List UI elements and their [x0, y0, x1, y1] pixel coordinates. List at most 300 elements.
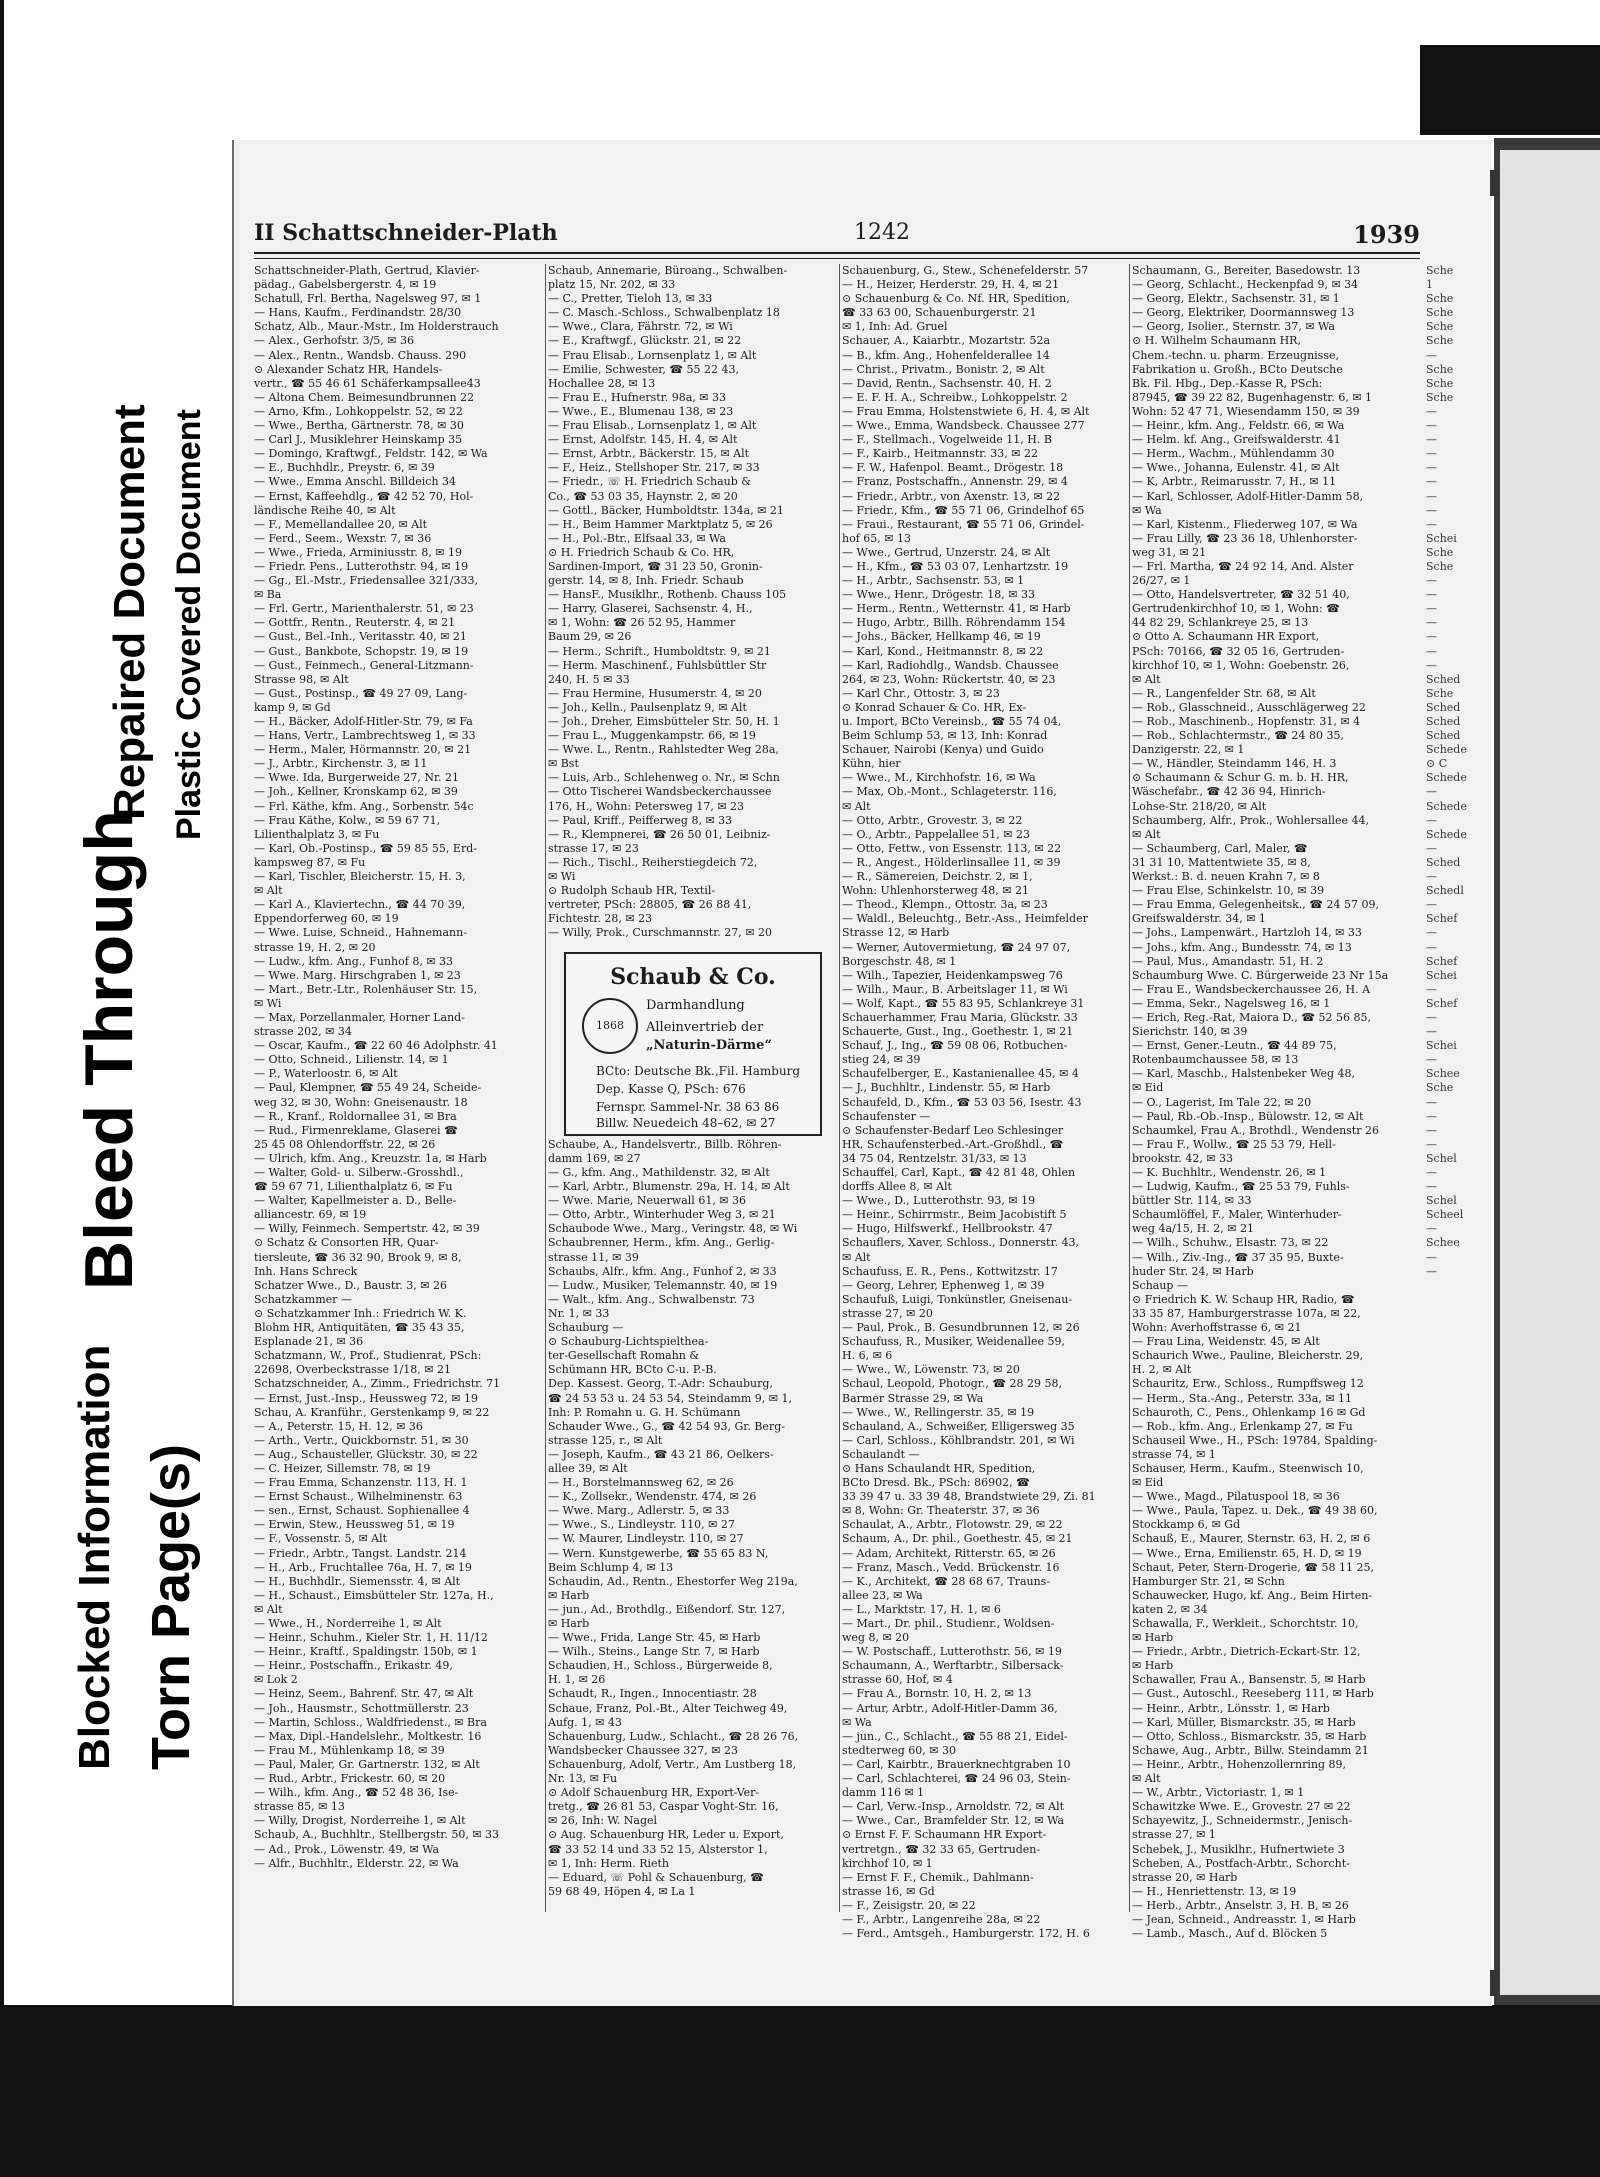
- directory-entry: — Herm., Maler, Hörmannstr. 20, ✉ 21: [254, 743, 472, 757]
- directory-entry: — Hans, Kaufm., Ferdinandstr. 28/30: [254, 306, 462, 320]
- binding-clip: [1490, 1970, 1498, 1996]
- adjacent-page-entry: —: [1426, 447, 1437, 461]
- directory-entry: — Karl, Kond., Heitmannstr. 8, ✉ 22: [842, 644, 1044, 658]
- directory-entry: ☎ 33 63 00, Schauenburgerstr. 21: [842, 306, 1037, 320]
- directory-entry: Beim Schlump 4, ✉ 13: [548, 1560, 674, 1574]
- directory-entry: — Wilh., Maur., B. Arbeitslager 11, ✉ Wi: [842, 982, 1068, 996]
- directory-entry: — Gust., Bankbote, Schopstr. 19, ✉ 19: [254, 644, 469, 658]
- directory-entry: — Ludwig, Kaufm., ☎ 25 53 79, Fuhls-: [1132, 1180, 1350, 1194]
- directory-entry: — Paul, Kriff., Peifferweg 8, ✉ 33: [548, 813, 733, 827]
- directory-entry: Wohn: 52 47 71, Wiesendamm 150, ✉ 39: [1132, 404, 1360, 418]
- directory-entry: — Herb., Arbtr., Anselstr. 3, H. B, ✉ 26: [1132, 1898, 1349, 1912]
- adjacent-page-entry: Schedl: [1426, 884, 1464, 898]
- directory-entry: — Gust., Feinmech., General-Litzmann-: [254, 658, 474, 672]
- directory-entry: Beim Schlump 53, ✉ 13, Inh: Konrad: [842, 729, 1048, 743]
- ad-line: Billw. Neuedeich 48–62, ✉ 27: [596, 1116, 776, 1130]
- directory-entry: Barmer Strasse 29, ✉ Wa: [842, 1391, 984, 1405]
- directory-entry: — Max, Porzellanmaler, Horner Land-: [254, 1010, 465, 1024]
- directory-entry: 33 35 87, Hamburgerstrasse 107a, ✉ 22,: [1132, 1306, 1361, 1320]
- column-divider: [545, 264, 546, 1912]
- directory-entry: Schaubode Wwe., Marg., Veringstr. 48, ✉ Wi: [548, 1222, 798, 1236]
- adjacent-page-entry: —: [1426, 433, 1437, 447]
- directory-entry: — Hans, Vertr., Lambrechtsweg 1, ✉ 33: [254, 729, 476, 743]
- adjacent-page-entry: —: [1426, 1180, 1437, 1194]
- directory-entry: Schauer, Nairobi (Kenya) und Guido: [842, 743, 1044, 757]
- directory-entry: — Johs., Bäcker, Hellkamp 46, ✉ 19: [842, 630, 1041, 644]
- directory-entry: Schaub, A., Buchhltr., Stellbergstr. 50, ✉ 33: [254, 1828, 500, 1842]
- directory-entry: — Karl, Arbtr., Blumenstr. 29a, H. 14, ✉ Alt: [548, 1180, 790, 1194]
- directory-entry: — A., Peterstr. 15, H. 12, ✉ 36: [254, 1419, 423, 1433]
- directory-entry: — Otto, Schneid., Lilienstr. 14, ✉ 1: [254, 1053, 449, 1067]
- adjacent-page-entry: —: [1426, 588, 1437, 602]
- condition-labels: [0, 150, 230, 1950]
- directory-entry: — Alex., Gerhofstr. 3/5, ✉ 36: [254, 334, 415, 348]
- directory-entry: strasse 17, ✉ 23: [548, 841, 639, 855]
- directory-entry: tiersleute, ☎ 36 32 90, Brook 9, ✉ 8,: [254, 1250, 462, 1264]
- directory-entry: stedterweg 60, ✉ 30: [842, 1743, 956, 1757]
- directory-entry: ☎ 33 52 14 und 33 52 15, Alsterstor 1,: [548, 1842, 768, 1856]
- directory-entry: strasse 19, H. 2, ✉ 20: [254, 940, 376, 954]
- directory-entry: — Karl, Maschb., Halstenbeker Weg 48,: [1132, 1067, 1356, 1081]
- directory-entry: — H., Kfm., ☎ 53 03 07, Lenhartzstr. 19: [842, 559, 1069, 573]
- directory-entry: — F., Heiz., Stellshoper Str. 217, ✉ 33: [548, 461, 760, 475]
- column-3: [842, 264, 1126, 1941]
- page-header: [254, 220, 1420, 250]
- directory-entry: — Heinr., Kraftf., Spaldingstr. 150b, ✉ 1: [254, 1645, 478, 1659]
- label-torn-pages: Torn Page(s): [141, 1443, 201, 1770]
- directory-entry: — Rob., Glasschneid., Ausschlägerweg 22: [1132, 700, 1366, 714]
- directory-entry: — Johs., Lampenwärt., Hartzloh 14, ✉ 33: [1132, 926, 1362, 940]
- directory-entry: ✉ Harb: [548, 1617, 590, 1630]
- directory-entry: strasse 16, ✉ Gd: [842, 1884, 935, 1898]
- adjacent-page-entry: Scheel: [1426, 1208, 1464, 1222]
- directory-entry: — Frl. Gertr., Marienthalerstr. 51, ✉ 23: [254, 602, 474, 616]
- directory-entry: Schauflers, Xaver, Schloss., Donnerstr. 43,: [842, 1236, 1080, 1250]
- adjacent-page-entry: —: [1426, 630, 1437, 644]
- directory-entry: — Ernst, Just.-Insp., Heussweg 72, ✉ 19: [254, 1391, 478, 1405]
- directory-entry: — Carl, Schlachterei, ☎ 24 96 03, Stein-: [842, 1772, 1071, 1786]
- directory-entry: — Paul, Maler, Gr. Gartnerstr. 132, ✉ Alt: [254, 1757, 480, 1771]
- directory-entry: ⊙ Ernst F. F. Schaumann HR Export-: [842, 1828, 1047, 1842]
- directory-entry: katen 2, ✉ 34: [1132, 1602, 1208, 1616]
- adjacent-page-entry: —: [1426, 574, 1437, 588]
- directory-entry: — Heinr., Arbtr., Hohenzollernring 89,: [1132, 1757, 1347, 1771]
- directory-entry: ⊙ Aug. Schauenburg HR, Leder u. Export,: [548, 1828, 784, 1842]
- directory-entry: Kühn, hier: [842, 757, 901, 771]
- directory-entry: ✉ Ba: [254, 588, 282, 602]
- directory-entry: Schatzschneider, A., Zimm., Friedrichstr. 71: [254, 1377, 501, 1391]
- directory-entry: — Wwe., Car., Bramfelder Str. 12, ✉ Wa: [842, 1814, 1065, 1828]
- directory-entry: — Ulrich, kfm. Ang., Kreuzstr. 1a, ✉ Harb: [254, 1151, 487, 1165]
- directory-entry: — Johs., kfm. Ang., Bundesstr. 74, ✉ 13: [1132, 940, 1352, 954]
- directory-entry: ✉ Alt: [842, 1250, 871, 1264]
- directory-entry: — F., Kairb., Heitmannstr. 33, ✉ 22: [842, 447, 1038, 461]
- adjacent-page-entry: —: [1426, 1123, 1437, 1137]
- directory-entry: strasse 202, ✉ 34: [254, 1025, 352, 1039]
- directory-entry: ⊙ Schauenburg & Co. Nf. HR, Spedition,: [842, 292, 1070, 306]
- directory-entry: Schaum, A., Dr. phil., Goethestr. 45, ✉ 21: [842, 1532, 1073, 1546]
- directory-entry: — Friedr., Arbtr., Tangst. Landstr. 214: [254, 1546, 467, 1560]
- directory-entry: Fabrikation u. Großh., BCto Deutsche: [1132, 362, 1343, 376]
- directory-entry: ländische Reihe 40, ✉ Alt: [254, 503, 396, 517]
- directory-entry: Inh: P. Romahn u. G. H. Schümann: [548, 1405, 741, 1419]
- adjacent-page-entry: Sched: [1426, 729, 1461, 743]
- directory-entry: — Paul, Mus., Amandastr. 51, H. 2: [1132, 954, 1324, 968]
- directory-entry: — Altona Chem. Beimesundbrunnen 22: [254, 390, 475, 404]
- adjacent-page-text: [1426, 264, 1488, 1914]
- directory-entry: — Alex., Rentn., Wandsb. Chauss. 290: [254, 348, 467, 362]
- directory-entry: ✉ 8, Wohn: Gr. Theaterstr. 37, ✉ 36: [842, 1504, 1040, 1518]
- directory-entry: — Frau Käthe, Kolw., ✉ 59 67 71,: [254, 813, 441, 827]
- directory-entry: — O., Arbtr., Pappelallee 51, ✉ 23: [842, 827, 1030, 841]
- directory-entry: — Heinz, Seem., Bahrenf. Str. 47, ✉ Alt: [254, 1687, 474, 1701]
- directory-entry: — H., Heizer, Herderstr. 29, H. 4, ✉ 21: [842, 278, 1060, 292]
- directory-entry: — Wwe., S., Lindleystr. 110, ✉ 27: [548, 1518, 735, 1532]
- column-1: [254, 264, 542, 1914]
- directory-entry: Baum 29, ✉ 26: [548, 630, 632, 644]
- column-divider: [1129, 264, 1130, 1912]
- directory-entry: — Gust., Postinsp., ☎ 49 27 09, Lang-: [254, 686, 468, 700]
- directory-entry: — Helm. kf. Ang., Greifswalderstr. 41: [1132, 433, 1341, 447]
- directory-entry: — H., Schaust., Eimsbütteler Str. 127a, H.,: [254, 1588, 494, 1602]
- directory-entry: — Joh., Kelln., Paulsenplatz 9, ✉ Alt: [548, 700, 747, 714]
- directory-entry: brookstr. 42, ✉ 33: [1132, 1151, 1234, 1165]
- directory-entry: — R., Klempnerei, ☎ 26 50 01, Leibniz-: [548, 827, 771, 841]
- directory-entry: 33 39 47 u. 33 39 48, Brandstwiete 29, Zi. 81: [842, 1490, 1096, 1504]
- column-divider: [839, 264, 840, 1912]
- directory-entry: Dep. Kassest. Georg, T.-Adr: Schauburg,: [548, 1377, 773, 1391]
- directory-entry: ⊙ Rudolph Schaub HR, Textil-: [548, 884, 716, 898]
- directory-entry: ⊙ Alexander Schatz HR, Handels-: [254, 362, 443, 376]
- directory-entry: pädag., Gabelsbergerstr. 4, ✉ 19: [254, 278, 437, 292]
- directory-entry: Schaudt, R., Ingen., Innocentiastr. 28: [548, 1687, 757, 1701]
- directory-entry: — E. F. H. A., Schreibw., Lohkoppelstr. 2: [842, 390, 1068, 404]
- directory-entry: Schaub, Annemarie, Büroang., Schwalben-: [548, 264, 788, 277]
- directory-entry: — Mart., Dr. phil., Studienr., Woldsen-: [842, 1617, 1055, 1630]
- directory-entry: — Otto, Arbtr., Winterhuder Weg 3, ✉ 21: [548, 1208, 776, 1222]
- directory-entry: — H., Pol.-Btr., Elfsaal 33, ✉ Wa: [548, 531, 726, 545]
- directory-entry: — Ludw., kfm. Ang., Funhof 8, ✉ 33: [254, 954, 454, 968]
- directory-entry: — Karl, Tischler, Bleicherstr. 15, H. 3,: [254, 870, 466, 884]
- directory-entry: ✉ Harb: [548, 1588, 590, 1602]
- directory-entry: Co., ☎ 53 03 35, Haynstr. 2, ✉ 20: [548, 489, 738, 503]
- directory-entry: — Frau Lina, Weidenstr. 45, ✉ Alt: [1132, 1335, 1320, 1349]
- directory-entry: Schauser, Herm., Kaufm., Steenwisch 10,: [1132, 1461, 1364, 1475]
- directory-entry: — J., Arbtr., Kirchenstr. 3, ✉ 11: [254, 757, 428, 771]
- directory-entry: Schauenburg, G., Stew., Schenefelderstr. 57: [842, 264, 1089, 277]
- directory-entry: — Frau F., Wollw., ☎ 25 53 79, Hell-: [1132, 1137, 1336, 1151]
- directory-entry: Hochallee 28, ✉ 13: [548, 376, 656, 390]
- directory-entry: — F., Zeisigstr. 20, ✉ 22: [842, 1898, 976, 1912]
- directory-entry: — Otto, Schloss., Bismarckstr. 35, ✉ Harb: [1132, 1729, 1367, 1743]
- adjacent-page-entry: Schede: [1426, 799, 1467, 813]
- directory-entry: — Wwe., Paula, Tapez. u. Dek., ☎ 49 38 60,: [1132, 1504, 1378, 1518]
- directory-entry: — H., Borstelmannsweg 62, ✉ 26: [548, 1476, 734, 1490]
- directory-entry: — O., Lagerist, Im Tale 22, ✉ 20: [1132, 1095, 1312, 1109]
- adjacent-page-entry: Sche: [1426, 334, 1454, 348]
- directory-entry: — Gottl., Bäcker, Humboldtstr. 134a, ✉ 21: [548, 503, 784, 517]
- directory-entry: tretg., ☎ 26 81 53, Caspar Voght-Str. 16,: [548, 1800, 779, 1814]
- directory-entry: — Wilh., Ziv.-Ing., ☎ 37 35 95, Buxte-: [1132, 1250, 1344, 1264]
- directory-entry: — Wilh., Tapezier, Heidenkampsweg 76: [842, 968, 1063, 982]
- directory-entry: — Rich., Tischl., Reiherstiegdeich 72,: [548, 855, 758, 869]
- directory-entry: — G., kfm. Ang., Mathildenstr. 32, ✉ Alt: [548, 1166, 770, 1179]
- directory-entry: Schauerhammer, Frau Maria, Glückstr. 33: [842, 1010, 1078, 1024]
- directory-entry: strasse 60, Hof, ✉ 4: [842, 1673, 953, 1687]
- directory-entry: 59 68 49, Höpen 4, ✉ La 1: [548, 1884, 696, 1898]
- adjacent-page-entry: Schei: [1426, 1039, 1457, 1053]
- directory-entry: — Gottfr., Rentn., Reuterstr. 4, ✉ 21: [254, 616, 456, 630]
- directory-entry: Schatull, Frl. Bertha, Nagelsweg 97, ✉ 1: [254, 292, 482, 306]
- directory-entry: — Schaumberg, Carl, Maler, ☎: [1132, 841, 1308, 855]
- directory-entry: Schauwecker, Hugo, kf. Ang., Beim Hirten-: [1132, 1588, 1373, 1602]
- adjacent-page-entry: —: [1426, 1250, 1437, 1264]
- ad-line: Alleinvertrieb der: [646, 1020, 764, 1035]
- directory-entry: — Georg, Schlacht., Heckenpfad 9, ✉ 34: [1132, 278, 1359, 292]
- directory-entry: — Wwe. Marie, Neuerwall 61, ✉ 36: [548, 1194, 747, 1208]
- directory-entry: ✉ Alt: [842, 799, 871, 813]
- advertisement-box: [564, 952, 822, 1136]
- directory-entry: 176, H., Wohn: Petersweg 17, ✉ 23: [548, 799, 745, 813]
- directory-entry: — L., Marktstr. 17, H. 1, ✉ 6: [842, 1602, 1001, 1616]
- label-plastic-covered: Plastic Covered Document: [170, 409, 208, 840]
- adjacent-page-entry: —: [1426, 1109, 1437, 1123]
- directory-entry: — Domingo, Kraftwgf., Feldstr. 142, ✉ Wa: [254, 447, 488, 461]
- directory-entry: ✉ Eid: [1132, 1476, 1164, 1490]
- directory-entry: ⊙ Schaumann & Schur G. m. b. H. HR,: [1132, 771, 1349, 785]
- adjacent-page: [1500, 150, 1600, 1995]
- directory-entry: Schaufenster —: [842, 1109, 931, 1123]
- directory-entry: — Frau Elisab., Lornsenplatz 1, ✉ Alt: [548, 419, 757, 433]
- adjacent-page-entry: —: [1426, 348, 1437, 362]
- directory-entry: Fichtestr. 28, ✉ 23: [548, 912, 653, 926]
- directory-entry: — Wwe., M., Kirchhofstr. 16, ✉ Wa: [842, 771, 1036, 785]
- directory-entry: — Max, Dipl.-Handelslehr., Moltkestr. 16: [254, 1729, 482, 1743]
- directory-entry: — F., Stellmach., Vogelweide 11, H. B: [842, 433, 1052, 447]
- directory-entry: vertreter, PSch: 28805, ☎ 26 88 41,: [548, 898, 752, 912]
- directory-entry: — Wwe., Henr., Drögestr. 18, ✉ 33: [842, 588, 1036, 602]
- directory-entry: ⊙ Schauburg-Lichtspielthea-: [548, 1335, 709, 1349]
- directory-entry: — F., Memellandallee 20, ✉ Alt: [254, 517, 428, 531]
- directory-entry: — B., kfm. Ang., Hohenfelderallee 14: [842, 348, 1050, 362]
- directory-entry: — Ferd., Seem., Wexstr. 7, ✉ 36: [254, 531, 432, 545]
- directory-entry: — Eduard, ☏ Pohl & Schauenburg, ☎: [548, 1870, 764, 1884]
- directory-entry: Schatzkammer —: [254, 1292, 352, 1306]
- directory-entry: ✉ Alt: [1132, 672, 1161, 686]
- directory-entry: — Georg, Isolier., Sternstr. 37, ✉ Wa: [1132, 320, 1335, 334]
- directory-entry: — Joh., Hausmstr., Schottmüllerstr. 23: [254, 1701, 469, 1715]
- scan-shadow-top: [1420, 45, 1600, 135]
- directory-entry: — Frau Emma, Gelegenheitsk., ☎ 24 57 09,: [1132, 898, 1379, 912]
- directory-entry: huder Str. 24, ✉ Harb: [1132, 1264, 1254, 1278]
- directory-entry: — Frl. Martha, ☎ 24 92 14, And. Alster: [1132, 559, 1354, 573]
- directory-entry: Schauffel, Carl, Kapt., ☎ 42 81 48, Ohlen: [842, 1166, 1076, 1179]
- directory-entry: ✉ Bst: [548, 757, 579, 771]
- directory-entry: ✉ Wi: [548, 870, 576, 884]
- directory-entry: — Frau E., Hufnerstr. 98a, ✉ 33: [548, 390, 727, 404]
- ad-line: Fernspr. Sammel-Nr. 38 63 86: [596, 1100, 780, 1114]
- directory-entry: — Karl, Müller, Bismarckstr. 35, ✉ Harb: [1132, 1715, 1356, 1729]
- directory-entry: vertr., ☎ 55 46 61 Schäferkampsallee43: [254, 376, 481, 390]
- directory-entry: — Martin, Schloss., Waldfriedenst., ✉ Bra: [254, 1715, 487, 1729]
- directory-entry: — Fraui., Restaurant, ☎ 55 71 06, Grindel-: [842, 517, 1085, 531]
- adjacent-page-entry: —: [1426, 1095, 1437, 1109]
- directory-entry: strasse 85, ✉ 13: [254, 1800, 345, 1814]
- directory-entry: Schaufuss, E. R., Pens., Kottwitzstr. 17: [842, 1264, 1058, 1278]
- directory-entry: — Frau A., Bornstr. 10, H. 2, ✉ 13: [842, 1687, 1032, 1701]
- directory-entry: — Wwe., W., Rellingerstr. 35, ✉ 19: [842, 1405, 1035, 1419]
- directory-entry: — K, Arbtr., Reimarusstr. 7, H., ✉ 11: [1132, 475, 1337, 489]
- adjacent-page-entry: Schei: [1426, 531, 1457, 545]
- directory-entry: Schaufeld, D., Kfm., ☎ 53 03 56, Isestr. 43: [842, 1095, 1082, 1109]
- directory-entry: ✉ 26, Inh: W. Nagel: [548, 1814, 658, 1828]
- directory-entry: — Carl J., Musiklehrer Heinskamp 35: [254, 433, 463, 447]
- directory-entry: ⊙ Hans Schaulandt HR, Spedition,: [842, 1461, 1036, 1475]
- directory-entry: Schaube, A., Handelsvertr., Billb. Röhren-: [548, 1137, 782, 1151]
- directory-entry: — Wwe., D., Lutterothstr. 93, ✉ 19: [842, 1194, 1036, 1208]
- adjacent-page-entry: Sche: [1426, 545, 1454, 559]
- adjacent-page-entry: Schee: [1426, 1067, 1460, 1081]
- directory-entry: — Otto Tischerei Wandsbeckerchaussee: [548, 785, 772, 799]
- directory-entry: — Waldl., Beleuchtg., Betr.-Ass., Heimfelder: [842, 912, 1088, 926]
- directory-entry: ⊙ Schatz & Consorten HR, Quar-: [254, 1236, 439, 1250]
- directory-entry: — R., Angest., Hölderlinsallee 11, ✉ 39: [842, 855, 1061, 869]
- directory-entry: ⊙ Schatzkammer Inh.: Friedrich W. K.: [254, 1306, 467, 1320]
- adjacent-page-entry: —: [1426, 1053, 1437, 1067]
- directory-year: 1939: [1353, 220, 1420, 249]
- directory-entry: — Ernst, Adolfstr. 145, H. 4, ✉ Alt: [548, 433, 738, 447]
- adjacent-page-entry: Sche: [1426, 390, 1454, 404]
- directory-entry: — Wilh., kfm. Ang., ☎ 52 48 36, Ise-: [254, 1786, 459, 1800]
- directory-entry: Wäschefabr., ☎ 42 36 94, Hinrich-: [1132, 785, 1326, 799]
- directory-entry: — Frau Else, Schinkelstr. 10, ✉ 39: [1132, 884, 1325, 898]
- directory-entry: Schawalla, F., Werkleit., Schorchtstr. 10,: [1132, 1617, 1359, 1630]
- directory-entry: — Wwe. Ida, Burgerweide 27, Nr. 21: [254, 771, 460, 785]
- directory-entry: Schaumann, G., Bereiter, Basedowstr. 13: [1132, 264, 1361, 277]
- adjacent-page-entry: Schede: [1426, 827, 1467, 841]
- adjacent-page-entry: —: [1426, 926, 1437, 940]
- directory-entry: — Karl A., Klaviertechn., ☎ 44 70 39,: [254, 898, 466, 912]
- directory-entry: Schaumann, A., Werftarbtr., Silbersack-: [842, 1659, 1064, 1673]
- directory-entry: ☎ 24 53 53 u. 24 53 54, Steindamm 9, ✉ 1,: [548, 1391, 792, 1405]
- directory-entry: Bk. Fil. Hbg., Dep.-Kasse R, PSch:: [1132, 376, 1323, 390]
- adjacent-page-entry: —: [1426, 517, 1437, 531]
- directory-entry: H. 6, ✉ 6: [842, 1349, 893, 1363]
- directory-entry: Schatzer Wwe., D., Baustr. 3, ✉ 26: [254, 1278, 447, 1292]
- directory-entry: 22698, Overbeckstrasse 1/18, ✉ 21: [254, 1363, 451, 1377]
- directory-entry: — Ernst Schaust., Wilhelminenstr. 63: [254, 1490, 463, 1504]
- directory-entry: Sierichstr. 140, ✉ 39: [1132, 1025, 1248, 1039]
- directory-entry: ⊙ Friedrich K. W. Schaup HR, Radio, ☎: [1132, 1292, 1355, 1306]
- directory-entry: — Werner, Autovermietung, ☎ 24 97 07,: [842, 940, 1071, 954]
- directory-entry: Schauer, A., Kaiarbtr., Mozartstr. 52a: [842, 334, 1051, 348]
- directory-entry: — Mart., Betr.-Ltr., Rolenhäuser Str. 15,: [254, 982, 478, 996]
- directory-entry: Schauroth, C., Pens., Ohlenkamp 16 ✉ Gd: [1132, 1405, 1366, 1419]
- directory-entry: Scheben, A., Postfach-Arbtr., Schorcht-: [1132, 1856, 1350, 1870]
- directory-entry: Schaut, Peter, Stern-Drogerie, ☎ 58 11 25,: [1132, 1560, 1374, 1574]
- directory-entry: 87945, ☎ 39 22 82, Bugenhagenstr. 6, ✉ 1: [1132, 390, 1373, 404]
- directory-entry: Schayewitz, J., Schneidermstr., Jenisch-: [1132, 1814, 1353, 1828]
- directory-entry: — Walter, Gold- u. Silberw.-Grosshdl.,: [254, 1166, 464, 1179]
- directory-entry: — Oscar, Kaufm., ☎ 22 60 46 Adolphstr. 41: [254, 1039, 498, 1053]
- adjacent-page-entry: —: [1426, 658, 1437, 672]
- directory-entry: Schaumberg, Alfr., Prok., Wohlersallee 44,: [1132, 813, 1370, 827]
- adjacent-page-entry: Schef: [1426, 954, 1458, 968]
- directory-entry: Esplanade 21, ✉ 36: [254, 1335, 364, 1349]
- directory-entry: — Heinr., kfm. Ang., Feldstr. 66, ✉ Wa: [1132, 419, 1345, 433]
- directory-entry: — Ernst, Kaffeehdlg., ☎ 42 52 70, Hol-: [254, 489, 474, 503]
- directory-entry: — Otto, Arbtr., Grovestr. 3, ✉ 22: [842, 813, 1023, 827]
- directory-entry: Nr. 1, ✉ 33: [548, 1306, 610, 1320]
- directory-entry: — Willy, Prok., Curschmannstr. 27, ✉ 20: [548, 926, 772, 940]
- directory-entry: — Wwe. Marg. Hirschgraben 1, ✉ 23: [254, 968, 461, 982]
- directory-entry: — Ernst F. F., Chemik., Dahlmann-: [842, 1870, 1034, 1884]
- directory-entry: — Emma, Sekr., Nagelsweg 16, ✉ 1: [1132, 996, 1331, 1010]
- directory-entry: — Herm., Rentn., Wetternstr. 41, ✉ Harb: [842, 602, 1071, 616]
- directory-entry: — Frau Hermine, Husumerstr. 4, ✉ 20: [548, 686, 762, 700]
- directory-entry: — Joseph, Kaufm., ☎ 43 21 86, Oelkers-: [548, 1447, 774, 1461]
- directory-entry: Schümann HR, BCto C-u. P.-B.: [548, 1363, 717, 1377]
- directory-entry: — Christ., Privatm., Bonistr. 2, ✉ Alt: [842, 362, 1045, 376]
- binding-clip: [1490, 170, 1498, 196]
- directory-entry: stieg 24, ✉ 39: [842, 1053, 921, 1067]
- adjacent-page-entry: Sched: [1426, 672, 1461, 686]
- directory-entry: Schaup —: [1132, 1278, 1188, 1292]
- directory-entry: weg 8, ✉ 20: [842, 1631, 910, 1645]
- adjacent-page-entry: —: [1426, 940, 1437, 954]
- directory-entry: Schau, A. Kranführ., Gerstenkamp 9, ✉ 22: [254, 1405, 490, 1419]
- directory-entry: BCto Dresd. Bk., PSch: 86902, ☎: [842, 1476, 1030, 1490]
- adjacent-page-entry: —: [1426, 489, 1437, 503]
- directory-entry: Wohn: Averhoffstrasse 6, ✉ 21: [1132, 1321, 1302, 1335]
- adjacent-page-entry: Sche: [1426, 306, 1454, 320]
- directory-entry: — Wwe., Frida, Lange Str. 45, ✉ Harb: [548, 1631, 761, 1645]
- directory-entry: strasse 27, ✉ 20: [842, 1306, 933, 1320]
- directory-entry: — Friedr., Kfm., ☎ 55 71 06, Grindelhof 65: [842, 503, 1085, 517]
- directory-entry: Lilienthalplatz 3, ✉ Fu: [254, 827, 380, 841]
- directory-entry: — C. Heizer, Sillemstr. 78, ✉ 19: [254, 1461, 431, 1475]
- directory-entry: ✉ Harb: [1132, 1659, 1174, 1673]
- directory-entry: Schatzmann, W., Prof., Studienrat, PSch:: [254, 1349, 482, 1363]
- directory-entry: — jun., Ad., Brothdlg., Eißendorf. Str. 127,: [548, 1602, 786, 1616]
- directory-entry: Schaul, Leopold, Photogr., ☎ 28 29 58,: [842, 1377, 1062, 1391]
- directory-entry: — Paul, Rb.-Ob.-Insp., Bülowstr. 12, ✉ Alt: [1132, 1109, 1364, 1123]
- adjacent-page-entry: —: [1426, 461, 1437, 475]
- directory-entry: kamp 9, ✉ Gd: [254, 700, 331, 714]
- directory-entry: — Wwe., Erna, Emilienstr. 65, H. D, ✉ 19: [1132, 1546, 1362, 1560]
- directory-entry: Eppendorferweg 60, ✉ 19: [254, 912, 399, 926]
- directory-entry: strasse 125, r., ✉ Alt: [548, 1433, 663, 1447]
- directory-entry: damm 169, ✉ 27: [548, 1151, 641, 1165]
- directory-entry: alliancestr. 69, ✉ 19: [254, 1208, 367, 1222]
- directory-entry: — Herm., Schrift., Humboldtstr. 9, ✉ 21: [548, 644, 771, 658]
- adjacent-page-entry: Sche: [1426, 320, 1454, 334]
- page-number: 1242: [854, 220, 910, 245]
- directory-entry: Schauburg —: [548, 1321, 624, 1335]
- adjacent-page-entry: Schef: [1426, 912, 1458, 926]
- directory-entry: damm 116 ✉ 1: [842, 1786, 925, 1800]
- adjacent-page-entry: —: [1426, 1010, 1437, 1024]
- directory-entry: — F., Vossenstr. 5, ✉ Alt: [254, 1532, 388, 1546]
- directory-entry: Schauf, J., Ing., ☎ 59 08 06, Rotbuchen-: [842, 1039, 1068, 1053]
- adjacent-page-entry: Schede: [1426, 771, 1467, 785]
- directory-entry: — Georg, Elektriker, Doormannsweg 13: [1132, 306, 1355, 320]
- directory-entry: u. Import, BCto Vereinsb., ☎ 55 74 04,: [842, 715, 1062, 728]
- directory-entry: ⊙ Otto A. Schaumann HR Export,: [1132, 630, 1320, 644]
- directory-entry: — Wolf, Kapt., ☎ 55 83 95, Schlankreye 31: [842, 996, 1085, 1010]
- directory-entry: ✉ Harb: [1132, 1631, 1174, 1645]
- directory-entry: Chem.-techn. u. pharm. Erzeugnisse,: [1132, 348, 1339, 362]
